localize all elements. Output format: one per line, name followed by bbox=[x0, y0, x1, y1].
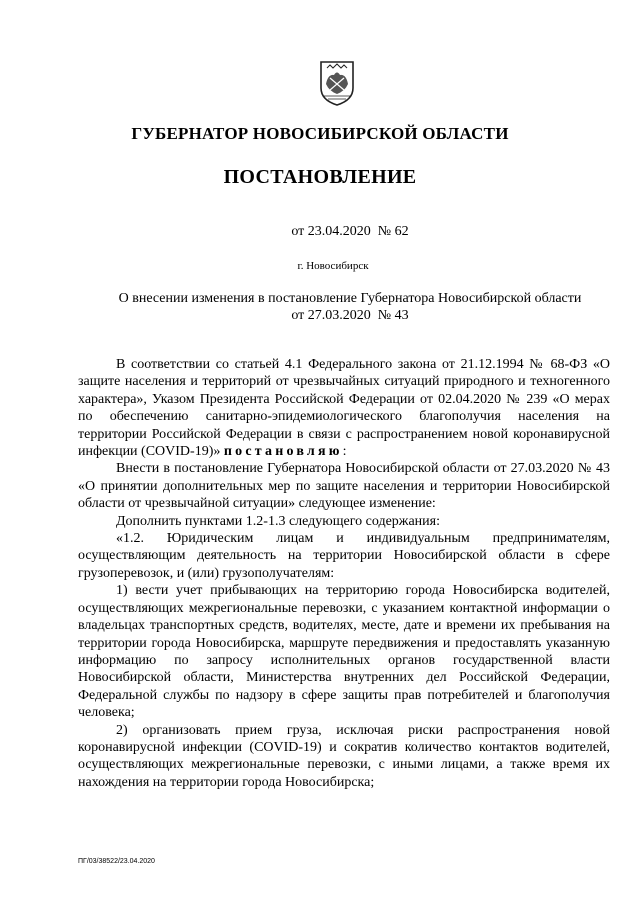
novosibirsk-coat-of-arms-icon bbox=[318, 60, 356, 106]
body-paragraph-4: «1.2. Юридическим лицам и индивидуальным предпринимателям, осуществляющим деятельность на территории Новосибирской области в сфере грузоперевозок, и (или) грузополучателям: bbox=[78, 531, 610, 581]
paragraph-1-text: В соответствии со статьей 4.1 Федерального закона от 21.12.1994 № 68-ФЗ «О защите населения и территорий от чрезвычайных ситуаций природного и техногенного характера», Указом Президента Российской Федерации от 02.04.2020 № 239 «О мерах по обеспечению санитарно-эпидемиологического благополучия населения на территории Российской Федерации в связи с распространением новой коронавирусной инфекции (COVID-19)» bbox=[78, 357, 610, 460]
body-paragraph-6: 2) организовать прием груза, исключая риски распространения новой коронавирусной инфекции (COVID-19) и сократив количество контактов водителей, осуществляющих межрегиональные перевозки, с иными лицами, а также время их нахождения на территории города Новосибирска; bbox=[78, 722, 610, 790]
body-paragraph-3: Дополнить пунктами 1.2-1.3 следующего содержания: bbox=[116, 513, 440, 529]
decree-word: постановляю bbox=[223, 444, 343, 460]
body-paragraph-1 bbox=[78, 356, 610, 460]
body-paragraph-2: Внести в постановление Губернатора Новосибирской области от 27.03.2020 № 43 «О принятии дополнительных мер по защите населения и территории Новосибирской области от чрезвычайной ситуации» следующее изменение: bbox=[78, 461, 610, 512]
subject-line-2: от 27.03.2020 № 43 bbox=[291, 308, 409, 323]
decree-colon: : bbox=[342, 444, 347, 460]
document-type: ПОСТАНОВЛЕНИЕ bbox=[223, 166, 417, 188]
footer-document-code: ПГ/03/38522/23.04.2020 bbox=[78, 858, 155, 865]
document-date-number: от 23.04.2020 № 62 bbox=[291, 224, 409, 239]
subject-line-1: О внесении изменения в постановление Губернатора Новосибирской области bbox=[118, 291, 582, 306]
document-subject bbox=[100, 290, 600, 324]
document-body bbox=[78, 356, 610, 791]
document-city: г. Новосибирск bbox=[297, 260, 369, 272]
body-paragraph-5: 1) вести учет прибывающих на территорию города Новосибирска водителей, осуществляющих межрегиональные перевозки, с указанием контактной информации о владельцах транспортных средств, водителях, месте, дате и времени их пребывания на территории города Новосибирска, маршруте передвижения и предоставлять указанную информацию по запросу исполнительных органов государственной власти Новосибирской области, Министерства внутренних дел Российской Федерации, Федеральной службы по надзору в сфере защиты прав потребителей и благополучия человека; bbox=[78, 583, 610, 721]
governor-title: ГУБЕРНАТОР НОВОСИБИРСКОЙ ОБЛАСТИ bbox=[131, 124, 509, 143]
